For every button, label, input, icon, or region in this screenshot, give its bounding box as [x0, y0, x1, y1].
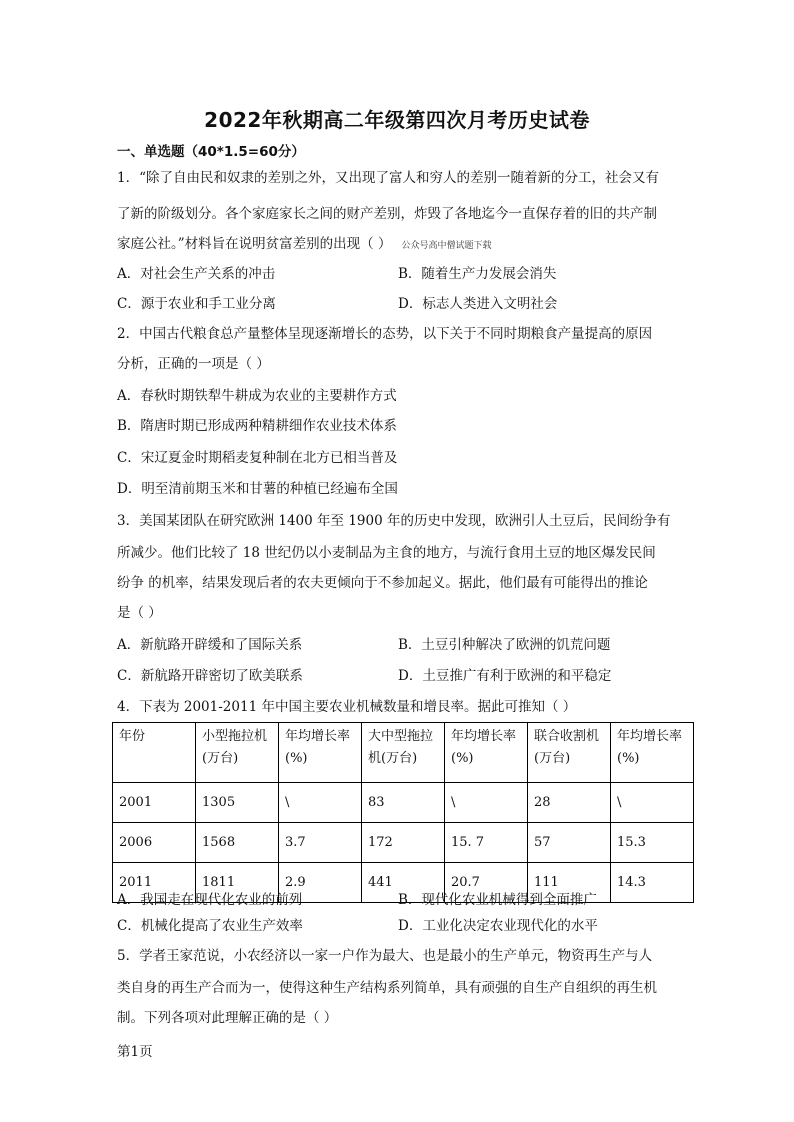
table-cell: 28 [528, 783, 611, 823]
table-cell: 441 [362, 863, 445, 903]
table-cell: 111 [528, 863, 611, 903]
table-cell: 3.7 [279, 823, 362, 863]
q4-option-d: D．工业化决定农业现代化的水平 [398, 918, 598, 934]
section-heading: 一、单选题（40*1.5=60分） [117, 144, 305, 160]
table-header-cell: 小型拖拉机(万台) [196, 723, 279, 783]
table-header-cell: 联合收割机(万台) [528, 723, 611, 783]
table-cell: 1568 [196, 823, 279, 863]
table-cell: 2011 [113, 863, 196, 903]
q2-option-b: B．隋唐时期已形成两种精耕细作农业技术体系 [117, 418, 397, 434]
table-cell: \ [445, 783, 528, 823]
table-cell: 57 [528, 823, 611, 863]
table-header-cell: 大中型拖拉机(万台) [362, 723, 445, 783]
q3-line3: 纷争 的机率，结果发现后者的农夫更倾向于不参加起义。据此，他们最有可能得出的推论 [117, 575, 648, 591]
table-header-row [113, 723, 694, 783]
q3-option-b: B．土豆引种解决了欧洲的饥荒问题 [398, 637, 611, 653]
q4-line1: 4．下表为 2001-2011 年中国主要农业机械数量和增艮率。据此可推知（ ） [117, 699, 577, 715]
table-cell: \ [279, 783, 362, 823]
table-cell: 2.9 [279, 863, 362, 903]
table-cell: 2006 [113, 823, 196, 863]
table-cell: 15.3 [611, 823, 694, 863]
q3-option-a: A．新航路开辟缓和了国际关系 [117, 637, 303, 653]
table-cell: 2001 [113, 783, 196, 823]
q1-option-a: A．对社会生产关系的冲击 [117, 266, 276, 282]
q3-line2: 所减少。他们比较了 18 世纪仍以小麦制品为主食的地方，与流行食用土豆的地区爆发民间 [117, 545, 656, 561]
q1-line2: 了新的阶级划分。各个家庭家长之间的财产差别，炸毁了各地迄今一直保存着的旧的共产制 [117, 206, 657, 222]
q2-line1: 2．中国古代粮食总产量整体呈现逐渐增长的态势，以下关于不同时期粮食产量提高的原因 [117, 326, 653, 342]
q1-option-b: B．随着生产力发展会消失 [398, 266, 557, 282]
table-row [113, 783, 694, 823]
table-cell: 20.7 [445, 863, 528, 903]
q5-line2: 类自身的再生产合而为一，使得这种生产结构系列简单，具有顽强的自生产自组织的再生机 [117, 980, 657, 996]
table-cell: 172 [362, 823, 445, 863]
table-row [113, 823, 694, 863]
q5-line3: 制。下列各项对此理解正确的是（ ） [117, 1010, 338, 1026]
q4-option-c: C．机械化提高了农业生产效率 [117, 918, 303, 934]
q3-line4: 是（ ） [117, 605, 162, 621]
table-header-cell: 年份 [113, 723, 196, 783]
q1-line3 [117, 232, 491, 252]
q1-line3-text: 家庭公社。”材料旨在说明贫富差别的出现（ ） [117, 236, 392, 252]
q2-option-d: D．明至清前期玉米和甘薯的种植已经遍布全国 [117, 481, 398, 497]
q1-line1: 1．“除了自由民和奴隶的差别之外，又出现了富人和穷人的差别一随着新的分工，社会又有 [117, 170, 659, 186]
machinery-table [112, 722, 694, 903]
table-cell: 1305 [196, 783, 279, 823]
table-header-cell: 年均增长率(%) [445, 723, 528, 783]
q2-option-a: A．春秋时期铁犁牛耕成为农业的主要耕作方式 [117, 388, 397, 404]
watermark-text: 公众号高中僧试题下载 [401, 241, 492, 251]
q1-option-d: D．标志人类进入文明社会 [398, 296, 558, 312]
table-cell: 1811 [196, 863, 279, 903]
q5-line1: 5．学者王家范说，小农经济以一家一户作为最大、也是最小的生产单元，物资再生产与人 [117, 948, 653, 964]
table-cell: 15. 7 [445, 823, 528, 863]
q3-option-d: D．土豆推广有利于欧洲的和平稳定 [398, 668, 612, 684]
q2-option-c: C．宋辽夏金时期稻麦复种制在北方已相当普及 [117, 450, 398, 466]
table-header-cell: 年均增长率(%) [611, 723, 694, 783]
table-cell: 14.3 [611, 863, 694, 903]
q3-line1: 3．美国某团队在研究欧洲 1400 年至 1900 年的历史中发现，欧洲引人土豆后，民间纷争有 [117, 513, 671, 529]
table-header-cell: 年均增长率(%) [279, 723, 362, 783]
exam-title: 2022年秋期高二年级第四次月考历史试卷 [204, 108, 590, 132]
q4-option-a: A．我国走在现代化农业的前列 [117, 892, 303, 908]
page-number: 第1页 [117, 1044, 153, 1060]
table-cell: 83 [362, 783, 445, 823]
q2-line2: 分析，正确的一项是（ ） [117, 356, 270, 372]
q1-option-c: C．源于农业和手工业分离 [117, 296, 276, 312]
table-cell: \ [611, 783, 694, 823]
q3-option-c: C．新航路开辟密切了欧美联系 [117, 668, 303, 684]
q4-option-b: B．现代化农业机械得到全面推广 [398, 892, 597, 908]
